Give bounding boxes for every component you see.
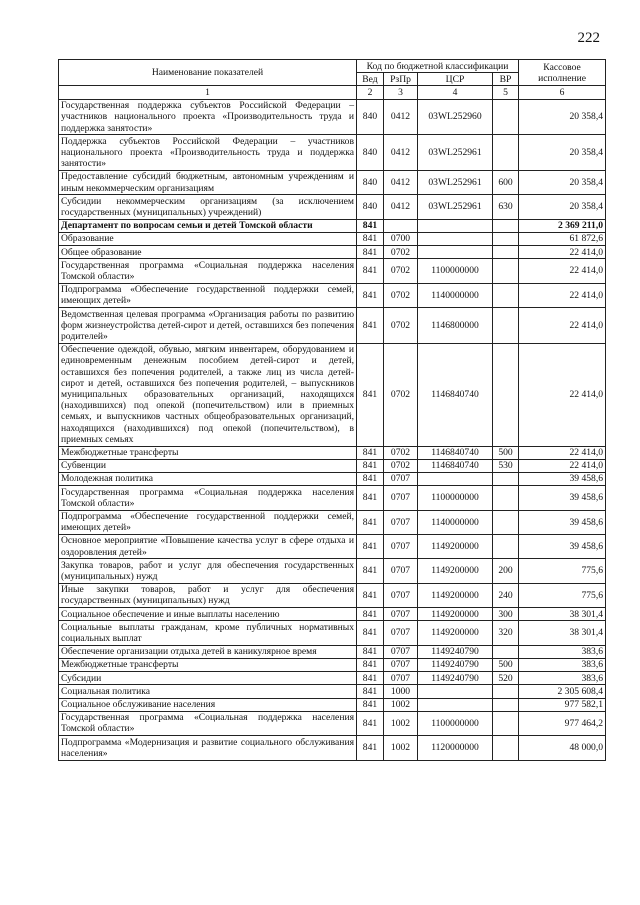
- row-ved-cell: 841: [357, 472, 384, 485]
- row-amount-cell: 977 464,2: [519, 711, 606, 735]
- row-ved-cell: 840: [357, 195, 384, 219]
- table-row: [59, 170, 606, 194]
- row-ved-cell: 841: [357, 510, 384, 534]
- column-number-5: 5: [493, 86, 519, 99]
- row-rzpr-cell: 0707: [384, 672, 418, 685]
- table-row: [59, 219, 606, 232]
- row-csr-cell: 1146840740: [418, 343, 493, 446]
- table-body: [59, 99, 606, 760]
- row-name-cell: Социальные выплаты гражданам, кроме публичных нормативных социальных выплат: [59, 621, 357, 645]
- row-csr-cell: [418, 685, 493, 698]
- row-vr-cell: [493, 246, 519, 259]
- row-rzpr-cell: 0707: [384, 658, 418, 671]
- row-name-cell: Обеспечение организации отдыха детей в каникулярное время: [59, 645, 357, 658]
- table-row: [59, 246, 606, 259]
- table-row: [59, 99, 606, 135]
- row-vr-cell: [493, 685, 519, 698]
- row-amount-cell: 39 458,6: [519, 510, 606, 534]
- row-name-cell: Общее образование: [59, 246, 357, 259]
- row-rzpr-cell: 0702: [384, 246, 418, 259]
- column-number-3: 3: [384, 86, 418, 99]
- table-row: [59, 308, 606, 344]
- table-row: [59, 645, 606, 658]
- row-vr-cell: [493, 283, 519, 307]
- header-ved: Вед: [357, 73, 384, 86]
- row-amount-cell: 2 369 211,0: [519, 219, 606, 232]
- row-rzpr-cell: 1002: [384, 698, 418, 711]
- row-ved-cell: 841: [357, 283, 384, 307]
- table-row: [59, 711, 606, 735]
- row-amount-cell: 22 414,0: [519, 259, 606, 283]
- row-rzpr-cell: 0707: [384, 510, 418, 534]
- row-csr-cell: 1146840740: [418, 459, 493, 472]
- row-csr-cell: 1140000000: [418, 283, 493, 307]
- row-vr-cell: [493, 135, 519, 171]
- row-csr-cell: 1149240790: [418, 645, 493, 658]
- table-row: [59, 283, 606, 307]
- row-amount-cell: 20 358,4: [519, 99, 606, 135]
- row-rzpr-cell: 0412: [384, 170, 418, 194]
- row-ved-cell: 841: [357, 685, 384, 698]
- row-csr-cell: 1100000000: [418, 259, 493, 283]
- header-name: Наименование показателей: [59, 60, 357, 86]
- row-csr-cell: 1149200000: [418, 621, 493, 645]
- row-rzpr-cell: 0707: [384, 486, 418, 510]
- row-rzpr-cell: [384, 219, 418, 232]
- row-name-cell: Межбюджетные трансферты: [59, 658, 357, 671]
- table-row: [59, 621, 606, 645]
- row-vr-cell: [493, 232, 519, 245]
- row-csr-cell: [418, 232, 493, 245]
- row-vr-cell: 520: [493, 672, 519, 685]
- row-amount-cell: 2 305 608,4: [519, 685, 606, 698]
- row-amount-cell: 977 582,1: [519, 698, 606, 711]
- table-row: [59, 608, 606, 621]
- row-csr-cell: [418, 219, 493, 232]
- row-name-cell: Социальная политика: [59, 685, 357, 698]
- table-row: [59, 486, 606, 510]
- row-name-cell: Поддержка субъектов Российской Федерации – участников национального проекта «Производительность труда и поддержка занятости»: [59, 135, 357, 171]
- header-amount: Кассовое исполнение: [519, 60, 606, 86]
- row-amount-cell: 39 458,6: [519, 486, 606, 510]
- header-code-group: Код по бюджетной классификации: [357, 60, 519, 73]
- row-rzpr-cell: 0707: [384, 608, 418, 621]
- row-csr-cell: 1149200000: [418, 608, 493, 621]
- row-vr-cell: [493, 308, 519, 344]
- row-name-cell: Социальное обеспечение и иные выплаты населению: [59, 608, 357, 621]
- table-row: [59, 559, 606, 583]
- row-csr-cell: 1140000000: [418, 510, 493, 534]
- row-amount-cell: 22 414,0: [519, 308, 606, 344]
- row-amount-cell: 39 458,6: [519, 534, 606, 558]
- row-amount-cell: 48 000,0: [519, 736, 606, 760]
- row-name-cell: Основное мероприятие «Повышение качества услуг в сфере отдыха и оздоровления детей»: [59, 534, 357, 558]
- row-csr-cell: 1146840740: [418, 446, 493, 459]
- row-rzpr-cell: 0702: [384, 459, 418, 472]
- row-csr-cell: 1149200000: [418, 534, 493, 558]
- row-vr-cell: 320: [493, 621, 519, 645]
- row-amount-cell: 38 301,4: [519, 608, 606, 621]
- header-vr: ВР: [493, 73, 519, 86]
- row-vr-cell: [493, 219, 519, 232]
- row-vr-cell: [493, 472, 519, 485]
- row-name-cell: Государственная программа «Социальная поддержка населения Томской области»: [59, 711, 357, 735]
- row-csr-cell: [418, 246, 493, 259]
- row-ved-cell: 841: [357, 621, 384, 645]
- row-csr-cell: 1146800000: [418, 308, 493, 344]
- row-ved-cell: 841: [357, 534, 384, 558]
- row-name-cell: Государственная программа «Социальная поддержка населения Томской области»: [59, 259, 357, 283]
- row-name-cell: Подпрограмма «Обеспечение государственной поддержки семей, имеющих детей»: [59, 283, 357, 307]
- row-name-cell: Обеспечение одеждой, обувью, мягким инвентарем, оборудованием и единовременным денежным пособием детей-сирот и детей, оставшихся без попечения родителей, а также лиц из числа детей-сирот и детей, оставшихся без попечения родителей, – выпускников муниципальных образовательных организаций, находящихся (находившихся) под опекой (попечительством) или в приемных семьях, и выпускников частных общеобразовательных организаций, находящихся (находившихся) под опекой (попечительством), в приемных семьях: [59, 343, 357, 446]
- row-rzpr-cell: 0700: [384, 232, 418, 245]
- table-row: [59, 534, 606, 558]
- row-vr-cell: [493, 534, 519, 558]
- row-rzpr-cell: 0707: [384, 534, 418, 558]
- row-vr-cell: 630: [493, 195, 519, 219]
- table-row: [59, 685, 606, 698]
- row-amount-cell: 20 358,4: [519, 170, 606, 194]
- row-name-cell: Образование: [59, 232, 357, 245]
- row-ved-cell: 841: [357, 559, 384, 583]
- row-ved-cell: 841: [357, 459, 384, 472]
- row-name-cell: Ведомственная целевая программа «Организация работы по развитию форм жизнеустройства детей-сирот и детей, оставшихся без попечения родителей»: [59, 308, 357, 344]
- row-csr-cell: 03WL252961: [418, 170, 493, 194]
- row-rzpr-cell: 0707: [384, 621, 418, 645]
- row-ved-cell: 841: [357, 658, 384, 671]
- table-row: [59, 472, 606, 485]
- row-ved-cell: 841: [357, 246, 384, 259]
- row-vr-cell: [493, 510, 519, 534]
- row-vr-cell: 200: [493, 559, 519, 583]
- row-ved-cell: 840: [357, 99, 384, 135]
- row-ved-cell: 840: [357, 135, 384, 171]
- row-name-cell: Подпрограмма «Обеспечение государственной поддержки семей, имеющих детей»: [59, 510, 357, 534]
- row-rzpr-cell: 1002: [384, 736, 418, 760]
- row-name-cell: Подпрограмма «Модернизация и развитие социального обслуживания населения»: [59, 736, 357, 760]
- table-row: [59, 135, 606, 171]
- row-amount-cell: 775,6: [519, 559, 606, 583]
- row-ved-cell: 841: [357, 645, 384, 658]
- row-amount-cell: 775,6: [519, 583, 606, 607]
- row-vr-cell: [493, 736, 519, 760]
- row-ved-cell: 841: [357, 486, 384, 510]
- row-rzpr-cell: 0707: [384, 583, 418, 607]
- row-name-cell: Субвенции: [59, 459, 357, 472]
- row-ved-cell: 841: [357, 736, 384, 760]
- row-amount-cell: 383,6: [519, 645, 606, 658]
- column-number-1: 1: [59, 86, 357, 99]
- table-row: [59, 343, 606, 446]
- table-row: [59, 459, 606, 472]
- column-number-4: 4: [418, 86, 493, 99]
- table-row: [59, 259, 606, 283]
- row-csr-cell: 1149240790: [418, 672, 493, 685]
- header-csr: ЦСР: [418, 73, 493, 86]
- row-amount-cell: 61 872,6: [519, 232, 606, 245]
- row-amount-cell: 20 358,4: [519, 195, 606, 219]
- row-ved-cell: 841: [357, 698, 384, 711]
- row-amount-cell: 22 414,0: [519, 459, 606, 472]
- row-name-cell: Межбюджетные трансферты: [59, 446, 357, 459]
- row-name-cell: Государственная поддержка субъектов Российской Федерации – участников национального проекта «Производительность труда и поддержка занятости»: [59, 99, 357, 135]
- row-vr-cell: 300: [493, 608, 519, 621]
- row-vr-cell: [493, 711, 519, 735]
- row-rzpr-cell: 0412: [384, 99, 418, 135]
- row-csr-cell: 1149200000: [418, 583, 493, 607]
- table-row: [59, 446, 606, 459]
- row-name-cell: Социальное обслуживание населения: [59, 698, 357, 711]
- row-rzpr-cell: 0412: [384, 135, 418, 171]
- table-header: [59, 60, 606, 100]
- row-amount-cell: 22 414,0: [519, 246, 606, 259]
- row-vr-cell: [493, 99, 519, 135]
- header-row-top: [59, 60, 606, 73]
- row-csr-cell: 1100000000: [418, 711, 493, 735]
- row-rzpr-cell: 0702: [384, 308, 418, 344]
- row-amount-cell: 22 414,0: [519, 446, 606, 459]
- row-name-cell: Закупка товаров, работ и услуг для обеспечения государственных (муниципальных) нужд: [59, 559, 357, 583]
- row-vr-cell: 600: [493, 170, 519, 194]
- row-ved-cell: 841: [357, 343, 384, 446]
- row-ved-cell: 840: [357, 170, 384, 194]
- row-csr-cell: 03WL252961: [418, 135, 493, 171]
- row-csr-cell: 1100000000: [418, 486, 493, 510]
- row-ved-cell: 841: [357, 608, 384, 621]
- row-rzpr-cell: 0707: [384, 645, 418, 658]
- table-row: [59, 672, 606, 685]
- row-ved-cell: 841: [357, 672, 384, 685]
- row-vr-cell: 500: [493, 446, 519, 459]
- row-rzpr-cell: 0702: [384, 259, 418, 283]
- row-amount-cell: 38 301,4: [519, 621, 606, 645]
- row-amount-cell: 383,6: [519, 672, 606, 685]
- row-name-cell: Молодежная политика: [59, 472, 357, 485]
- column-number-6: 6: [519, 86, 606, 99]
- row-rzpr-cell: 0702: [384, 446, 418, 459]
- row-csr-cell: 1149200000: [418, 559, 493, 583]
- row-vr-cell: [493, 645, 519, 658]
- row-ved-cell: 841: [357, 711, 384, 735]
- row-rzpr-cell: 0707: [384, 559, 418, 583]
- row-amount-cell: 22 414,0: [519, 343, 606, 446]
- table-row: [59, 232, 606, 245]
- row-rzpr-cell: 0412: [384, 195, 418, 219]
- table-row: [59, 510, 606, 534]
- row-vr-cell: [493, 343, 519, 446]
- row-vr-cell: [493, 486, 519, 510]
- row-ved-cell: 841: [357, 232, 384, 245]
- row-amount-cell: 39 458,6: [519, 472, 606, 485]
- row-csr-cell: 1149240790: [418, 658, 493, 671]
- row-vr-cell: 500: [493, 658, 519, 671]
- row-csr-cell: 03WL252960: [418, 99, 493, 135]
- row-csr-cell: [418, 472, 493, 485]
- row-vr-cell: [493, 259, 519, 283]
- row-vr-cell: [493, 698, 519, 711]
- table-row: [59, 195, 606, 219]
- row-vr-cell: 530: [493, 459, 519, 472]
- row-ved-cell: 841: [357, 583, 384, 607]
- table-row: [59, 736, 606, 760]
- row-name-cell: Государственная программа «Социальная поддержка населения Томской области»: [59, 486, 357, 510]
- row-name-cell: Субсидии некоммерческим организациям (за исключением государственных (муниципальных) учреждений): [59, 195, 357, 219]
- header-row-numbers: [59, 86, 606, 99]
- row-ved-cell: 841: [357, 308, 384, 344]
- page-number: 222: [577, 30, 600, 46]
- row-vr-cell: 240: [493, 583, 519, 607]
- column-number-2: 2: [357, 86, 384, 99]
- header-rzpr: РзПр: [384, 73, 418, 86]
- table-row: [59, 658, 606, 671]
- row-name-cell: Департамент по вопросам семьи и детей Томской области: [59, 219, 357, 232]
- row-ved-cell: 841: [357, 446, 384, 459]
- row-name-cell: Субсидии: [59, 672, 357, 685]
- row-rzpr-cell: 1002: [384, 711, 418, 735]
- row-amount-cell: 22 414,0: [519, 283, 606, 307]
- row-rzpr-cell: 0702: [384, 283, 418, 307]
- table-row: [59, 583, 606, 607]
- row-csr-cell: 03WL252961: [418, 195, 493, 219]
- row-rzpr-cell: 1000: [384, 685, 418, 698]
- row-ved-cell: 841: [357, 259, 384, 283]
- row-name-cell: Предоставление субсидий бюджетным, автономным учреждениям и иным некоммерческим организациям: [59, 170, 357, 194]
- budget-execution-table: [58, 59, 606, 761]
- row-ved-cell: 841: [357, 219, 384, 232]
- row-name-cell: Иные закупки товаров, работ и услуг для обеспечения государственных (муниципальных) нужд: [59, 583, 357, 607]
- row-rzpr-cell: 0707: [384, 472, 418, 485]
- table-row: [59, 698, 606, 711]
- row-csr-cell: 1120000000: [418, 736, 493, 760]
- row-csr-cell: [418, 698, 493, 711]
- row-amount-cell: 383,6: [519, 658, 606, 671]
- row-rzpr-cell: 0702: [384, 343, 418, 446]
- row-amount-cell: 20 358,4: [519, 135, 606, 171]
